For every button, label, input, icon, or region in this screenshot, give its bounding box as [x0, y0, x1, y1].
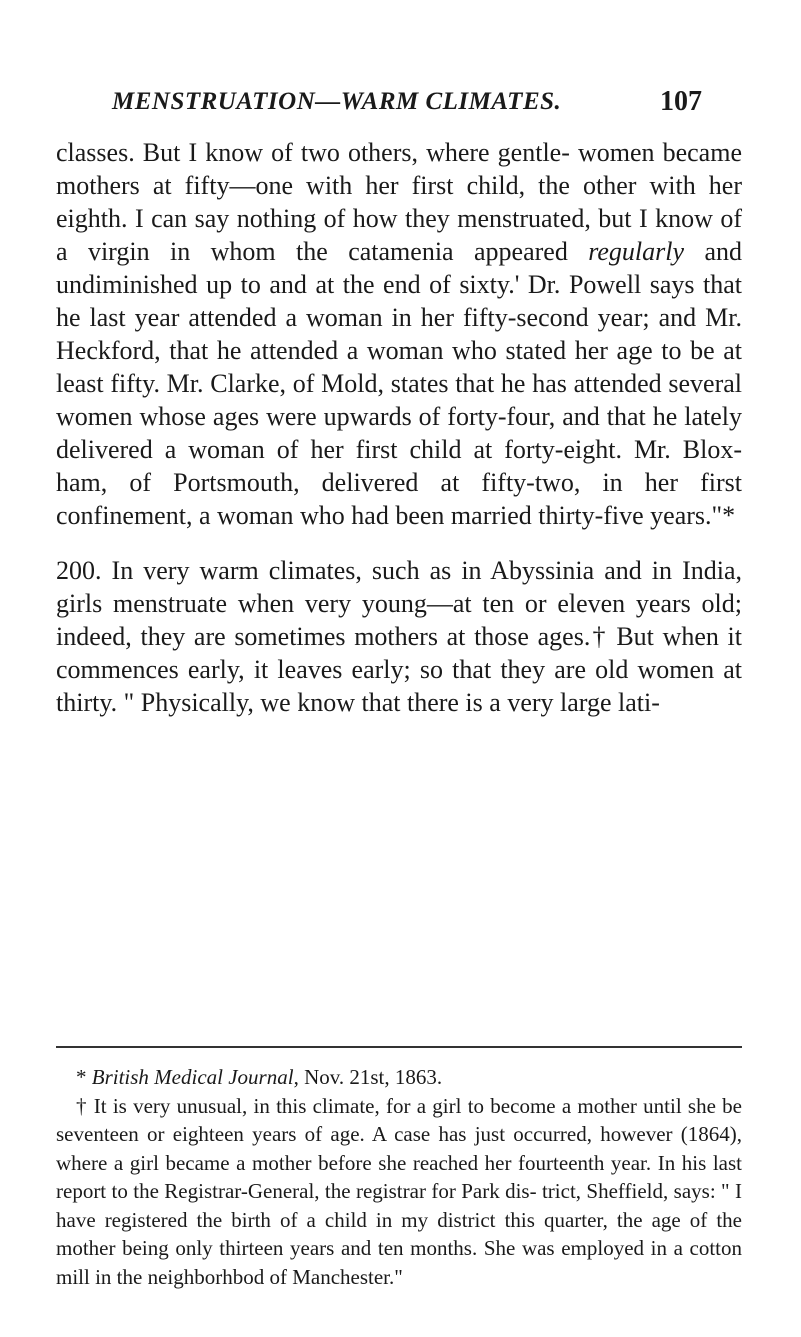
emphasis-text: regularly — [588, 237, 685, 266]
page-number: 107 — [660, 86, 702, 117]
footnotes — [56, 1063, 742, 1291]
paragraph-200: 200. In very warm climates, such as in Abyssinia and in India, girls menstruate when very young—at ten or eleven years old; indeed, they are sometimes mothers at those ages.† But when it commences early, it leaves early; so that they are old women at thirty. " Physically, we know that there is a very large lati- — [56, 556, 742, 717]
paragraph-text: classes. But I know of two others, where gentle- women became mothers at fifty—one with her first child, the other with her eighth. I can say nothing of how they menstruated, but I know of a virgin in whom the catamenia appeared — [56, 138, 742, 266]
footnote-date: , Nov. 21st, 1863. — [293, 1065, 443, 1089]
footnote-1 — [56, 1063, 742, 1092]
running-title: MENSTRUATION—WARM CLIMATES. — [112, 88, 562, 115]
footnote-2: † It is very unusual, in this climate, for a girl to become a mother until she be seventeen or eighteen years of age. A case has just occurred, however (1864), where a girl became a mother before she reached her fourteenth year. In his last report to the Registrar-General, the registrar for Park dis- trict, Sheffield, says: " I have registered the birth of a child in my district this quarter, the age of the mother being only thirteen years and ten months. She was employed in a cotton mill in the neighborhbod of Manchester." — [56, 1093, 742, 1289]
paragraph-continued — [56, 136, 742, 532]
footnote-mark: * — [76, 1065, 92, 1089]
running-head — [0, 88, 801, 128]
footnote-source: British Medical Journal — [91, 1065, 294, 1089]
paragraph-text: and undiminished up to and at the end of sixty.' Dr. Powell says that he last year attended a woman in her fifty-second year; and Mr. Heckford, that he attended a woman who stated her age to be at least fifty. Mr. Clarke, of Mold, states that he has attended several women whose ages were upwards of forty-four, and that he lately delivered a woman of her first child at forty-eight. Mr. Blox- ham, of Portsmouth, delivered at fifty-two, in her first confinement, a woman who had been married thirty-five years."* — [56, 237, 742, 530]
body-text — [56, 136, 742, 719]
footnote-divider — [56, 1046, 742, 1048]
